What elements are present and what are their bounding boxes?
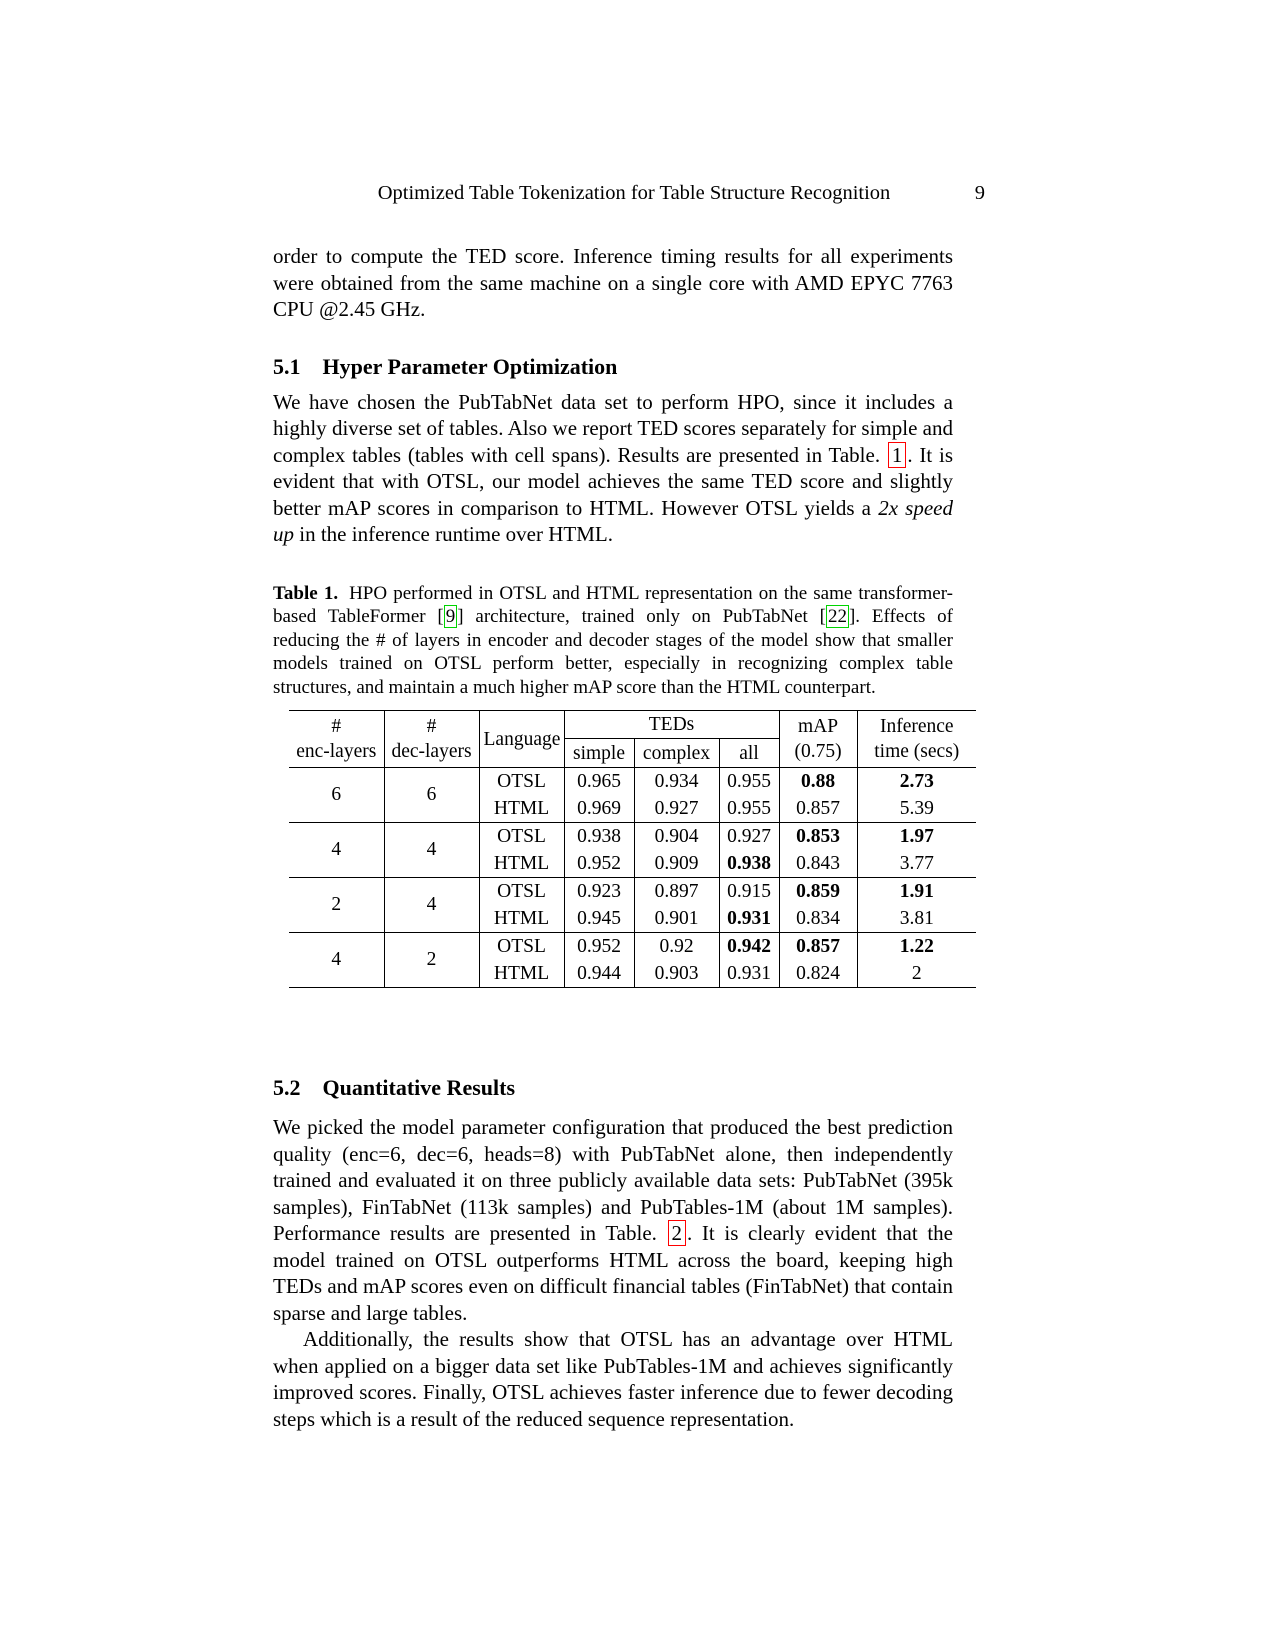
text-segment: . It is clearly evident that the model trained on OTSL outperforms HTML across the board, keeping high TEDs and mAP scores even on difficult financial tables (FinTabNet) that contain sparse and large tables. [273, 1221, 954, 1325]
text-segment: We have chosen the PubTabNet data set to perform HPO, since it includes a highly diverse set of tables. Also we report TED scores separately for simple and complex tables (tables with cell spans). Results are presented in Table. [273, 389, 953, 467]
complex-value-cell: 0.909 [634, 850, 719, 878]
enc-layers-cell: 4 [289, 823, 384, 878]
header-dec-hash: # [426, 716, 437, 737]
language-cell: HTML [479, 960, 564, 988]
all-value-cell: 0.915 [719, 878, 779, 906]
enc-layers-cell: 6 [289, 768, 384, 823]
table1-caption [273, 582, 953, 700]
all-value-cell: 0.942 [719, 933, 779, 961]
section-heading-5-1 [273, 353, 953, 381]
complex-value-cell: 0.927 [634, 795, 719, 823]
language-cell: OTSL [479, 768, 564, 796]
header-teds-all: all [719, 739, 779, 768]
enc-layers-cell: 4 [289, 933, 384, 988]
text-segment: ]. Effects of reducing the # of layers in encoder and decoder stages of the model show that smaller models trained on OTSL perform better, especially in recognizing complex table structures, and maintain a much higher mAP score than the HTML counterpart. [273, 606, 953, 698]
simple-value-cell: 0.945 [564, 905, 634, 933]
running-head [273, 182, 985, 205]
header-dec-layers [384, 711, 479, 768]
complex-value-cell: 0.901 [634, 905, 719, 933]
page-content [273, 0, 985, 1432]
simple-value-cell: 0.938 [564, 823, 634, 851]
time-value-cell: 3.81 [857, 905, 976, 933]
map-value-cell: 0.88 [779, 768, 857, 796]
text-segment: . It is evident that with OTSL, our model achieves the same TED score and slightly better mAP scores in comparison to HTML. However OTSL yields a [273, 442, 953, 520]
page-number: 9 [974, 182, 985, 204]
citation-9-link[interactable]: 9 [445, 606, 456, 627]
text-segment-italic: 2x speed up [273, 495, 953, 546]
time-value-cell: 5.39 [857, 795, 976, 823]
map-value-cell: 0.853 [779, 823, 857, 851]
header-teds-complex: complex [634, 739, 719, 768]
time-value-cell: 1.97 [857, 823, 976, 851]
header-inference [857, 711, 976, 768]
paragraph-quantitative-2 [273, 1326, 953, 1432]
simple-value-cell: 0.944 [564, 960, 634, 988]
text-segment: We picked the model parameter configuration that produced the best prediction quality (enc=6, dec=6, heads=8) with PubTabNet alone, then independently trained and evaluated it on three publicly available data sets: PubTabNet (395k samples), FinTabNet (113k samples) and PubTables-1M (about 1M samples). Performance results are presented in Table. [273, 1115, 953, 1245]
header-dec-label: dec-layers [391, 741, 472, 762]
header-teds: TEDs [564, 711, 779, 739]
all-value-cell: 0.955 [719, 795, 779, 823]
header-enc-layers [289, 711, 384, 768]
table-1-ref-link[interactable]: 1 [888, 442, 907, 468]
table-row [289, 933, 976, 961]
language-cell: OTSL [479, 823, 564, 851]
header-teds-simple: simple [564, 739, 634, 768]
header-map-threshold: (0.75) [794, 741, 842, 762]
header-language: Language [479, 711, 564, 768]
complex-value-cell: 0.904 [634, 823, 719, 851]
text-segment: order to compute the TED score. Inference timing results for all experiments were obtained from the same machine on a single core with AMD EPYC 7763 CPU @2.45 GHz. [273, 244, 953, 321]
simple-value-cell: 0.952 [564, 850, 634, 878]
table-row [289, 768, 976, 796]
section-heading-5-2 [273, 1074, 953, 1102]
time-value-cell: 2.73 [857, 768, 976, 796]
text-segment: in the inference runtime over HTML. [294, 522, 613, 546]
time-value-cell: 1.22 [857, 933, 976, 961]
map-value-cell: 0.834 [779, 905, 857, 933]
citation-22-link[interactable]: 22 [827, 606, 847, 627]
complex-value-cell: 0.897 [634, 878, 719, 906]
simple-value-cell: 0.965 [564, 768, 634, 796]
running-head-title: Optimized Table Tokenization for Table Structure Recognition [377, 182, 891, 204]
header-enc-label: enc-layers [296, 741, 377, 762]
paragraph-quantitative-1 [273, 1114, 953, 1326]
header-inference-unit: time (secs) [874, 741, 960, 762]
dec-layers-cell: 4 [384, 878, 479, 933]
map-value-cell: 0.859 [779, 878, 857, 906]
all-value-cell: 0.955 [719, 768, 779, 796]
table-header-row [289, 711, 976, 739]
language-cell: OTSL [479, 933, 564, 961]
language-cell: HTML [479, 905, 564, 933]
all-value-cell: 0.931 [719, 905, 779, 933]
table1-wrapper [273, 710, 960, 988]
section-title: Hyper Parameter Optimization [322, 353, 618, 379]
map-value-cell: 0.843 [779, 850, 857, 878]
table-2-ref-link[interactable]: 2 [668, 1220, 687, 1246]
dec-layers-cell: 2 [384, 933, 479, 988]
map-value-cell: 0.857 [779, 795, 857, 823]
table1-grid [289, 710, 976, 988]
map-value-cell: 0.824 [779, 960, 857, 988]
map-value-cell: 0.857 [779, 933, 857, 961]
enc-layers-cell: 2 [289, 878, 384, 933]
language-cell: OTSL [479, 878, 564, 906]
complex-value-cell: 0.903 [634, 960, 719, 988]
text-segment: Additionally, the results show that OTSL has an advantage over HTML when applied on a bigger data set like PubTables-1M and achieves significantly improved scores. Finally, OTSL achieves faster inference due to fewer decoding steps which is a result of the reduced sequence representation. [273, 1327, 953, 1431]
all-value-cell: 0.931 [719, 960, 779, 988]
complex-value-cell: 0.92 [634, 933, 719, 961]
simple-value-cell: 0.969 [564, 795, 634, 823]
complex-value-cell: 0.934 [634, 768, 719, 796]
all-value-cell: 0.927 [719, 823, 779, 851]
paragraph-intro [273, 243, 953, 323]
language-cell: HTML [479, 795, 564, 823]
simple-value-cell: 0.923 [564, 878, 634, 906]
all-value-cell: 0.938 [719, 850, 779, 878]
header-enc-hash: # [331, 716, 342, 737]
table-row [289, 878, 976, 906]
paragraph-hpo [273, 389, 953, 548]
time-value-cell: 2 [857, 960, 976, 988]
text-segment: HPO performed in OTSL and HTML representation on the same transformer-based TableFormer [ [273, 582, 953, 627]
time-value-cell: 1.91 [857, 878, 976, 906]
language-cell: HTML [479, 850, 564, 878]
section-number: 5.1 [273, 353, 301, 379]
time-value-cell: 3.77 [857, 850, 976, 878]
header-map-label: mAP [797, 716, 839, 737]
text-segment: ] architecture, trained only on PubTabNet [ [457, 606, 826, 627]
section-number: 5.2 [273, 1075, 301, 1100]
dec-layers-cell: 6 [384, 768, 479, 823]
text-segment-caption-label: Table 1. [273, 582, 339, 604]
section-title: Quantitative Results [322, 1075, 515, 1100]
dec-layers-cell: 4 [384, 823, 479, 878]
simple-value-cell: 0.952 [564, 933, 634, 961]
header-map [779, 711, 857, 768]
header-inference-label: Inference [879, 716, 954, 737]
table-row [289, 823, 976, 851]
